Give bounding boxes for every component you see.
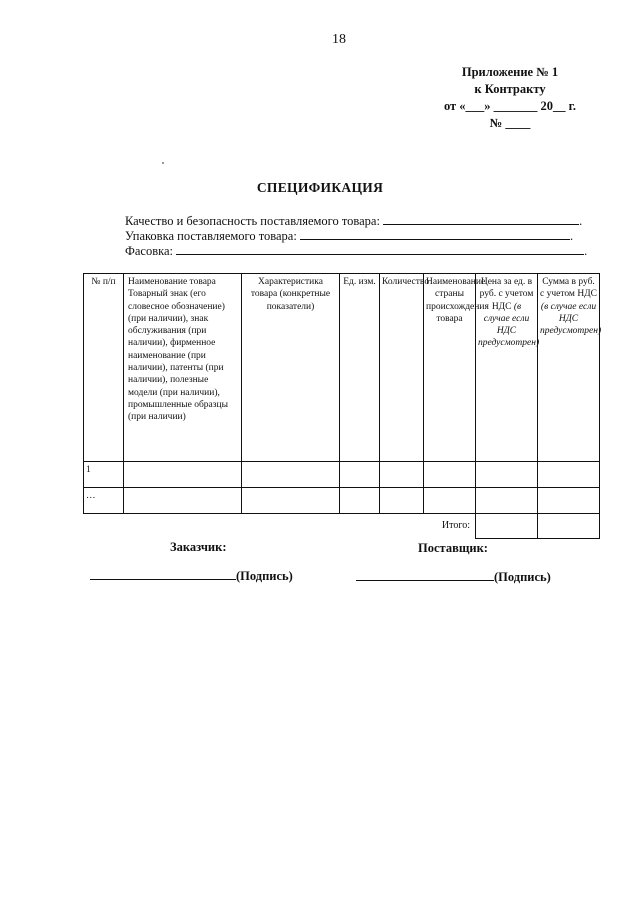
- customer-signature: [90, 568, 293, 584]
- header-characteristics: Характеристика товара (конкретные показатели): [242, 274, 340, 462]
- table-cell[interactable]: [476, 488, 538, 514]
- packaging-label: Упаковка поставляемого товара:: [125, 229, 297, 243]
- table-cell[interactable]: [380, 462, 424, 488]
- header-country: Наименование страны происхождения товара: [424, 274, 476, 462]
- packing-field: Фасовка: .: [125, 244, 588, 258]
- total-sum-cell[interactable]: [538, 514, 600, 539]
- annex-date: от «___» _______ 20__ г.: [443, 99, 577, 113]
- annex-number: № ____: [489, 116, 531, 130]
- table-cell[interactable]: [424, 488, 476, 514]
- packaging-field: Упаковка поставляемого товара: .: [125, 229, 574, 243]
- header-total-sum-note: (в случае если НДС предусмотрен): [540, 301, 602, 337]
- row-number: 1: [84, 462, 124, 488]
- quality-field: Качество и безопасность поставляемого товара: .: [125, 214, 583, 228]
- table-cell[interactable]: [538, 462, 600, 488]
- table-row: [84, 462, 600, 488]
- header-total-sum: [538, 274, 600, 462]
- supplier-label: Поставщик:: [418, 541, 488, 555]
- packing-label: Фасовка:: [125, 244, 174, 258]
- header-unit-price-text: Цена за ед. в руб. с учетом НДС: [479, 277, 534, 312]
- header-unit-price-note: (в случае если НДС предусмотрен): [478, 301, 540, 349]
- table-cell[interactable]: [124, 488, 242, 514]
- row-number: …: [84, 488, 124, 514]
- table-cell[interactable]: [380, 488, 424, 514]
- table-header-row: [84, 274, 600, 462]
- header-number: № п/п: [84, 274, 124, 462]
- document-title: СПЕЦИФИКАЦИЯ: [256, 180, 384, 195]
- table-cell[interactable]: [242, 488, 340, 514]
- table-cell[interactable]: [476, 462, 538, 488]
- table-cell[interactable]: [538, 488, 600, 514]
- customer-signature-line[interactable]: [90, 568, 236, 580]
- supplier-signature: [356, 569, 551, 585]
- total-price-cell[interactable]: [476, 514, 538, 539]
- packaging-blank[interactable]: [300, 228, 570, 240]
- total-row: [84, 514, 600, 539]
- customer-label: Заказчик:: [170, 540, 227, 554]
- customer-signature-label: (Подпись): [236, 569, 293, 583]
- supplier-signature-label: (Подпись): [494, 570, 551, 584]
- table-row: [84, 488, 600, 514]
- table-cell[interactable]: [424, 462, 476, 488]
- header-unit: Ед. изм.: [340, 274, 380, 462]
- quality-label: Качество и безопасность поставляемого товара:: [125, 214, 380, 228]
- table-cell[interactable]: [340, 462, 380, 488]
- header-quantity: Количество: [380, 274, 424, 462]
- quality-blank[interactable]: [383, 213, 579, 225]
- scan-speck: [162, 162, 164, 164]
- packing-blank[interactable]: [176, 243, 584, 255]
- table-cell[interactable]: [340, 488, 380, 514]
- total-label: Итого:: [441, 520, 470, 532]
- header-total-sum-text: Сумма в руб. с учетом НДС: [540, 277, 597, 300]
- supplier-signature-line[interactable]: [356, 569, 494, 581]
- page-number: 18: [332, 32, 346, 47]
- table-cell[interactable]: [242, 462, 340, 488]
- annex-contract: к Контракту: [474, 82, 546, 96]
- table-cell[interactable]: [124, 462, 242, 488]
- annex-block: [410, 64, 610, 132]
- annex-title: Приложение № 1: [461, 65, 559, 79]
- specification-table: [83, 273, 600, 539]
- header-product-name: Наименование товара Товарный знак (его словесное обозначение) (при наличии), знак обслуживания (при наличии), фирменное наименование (при наличии), патенты (при наличии), полезные модели (при наличии), промышленные образцы (при наличии): [124, 274, 242, 462]
